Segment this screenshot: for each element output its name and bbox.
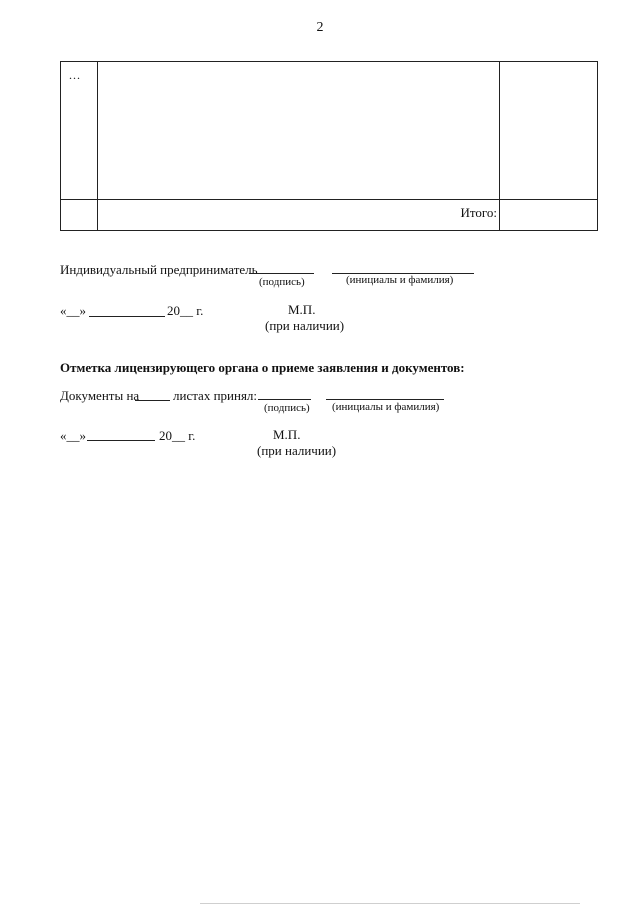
- value-cell: [500, 62, 598, 200]
- total-label: Итого:: [98, 200, 500, 231]
- signature-line: [249, 273, 314, 274]
- table-row: [61, 62, 598, 200]
- seal-note: (при наличии): [265, 318, 345, 333]
- continuation-cell: ...: [61, 62, 98, 200]
- authority-date-month-line: [87, 440, 155, 441]
- authority-signature-caption: (подпись): [264, 402, 310, 414]
- scan-edge-line: [200, 903, 580, 904]
- total-row: [61, 200, 598, 231]
- date-year: 20__ г.: [167, 303, 204, 318]
- items-table: [60, 61, 598, 231]
- total-empty-cell: [61, 200, 98, 231]
- authority-heading: Отметка лицензирующего органа о приеме заявления и документов:: [60, 360, 465, 375]
- authority-name-line: [326, 399, 444, 400]
- sheet-count-line: [135, 400, 170, 401]
- seal-label: М.П.: [288, 302, 316, 317]
- page-number: 2: [316, 20, 324, 35]
- total-value-cell: [500, 200, 598, 231]
- entrepreneur-label: Индивидуальный предприниматель: [60, 262, 258, 277]
- date-month-line: [89, 316, 165, 317]
- authority-seal-note: (при наличии): [257, 443, 337, 458]
- authority-date-day: «__»: [60, 428, 86, 443]
- description-cell: [98, 62, 500, 200]
- name-caption: (инициалы и фамилия): [346, 274, 454, 286]
- authority-signature-line: [258, 399, 311, 400]
- authority-name-caption: (инициалы и фамилия): [332, 401, 440, 413]
- date-day: «__»: [60, 303, 86, 318]
- signature-caption: (подпись): [259, 276, 305, 288]
- docs-prefix: Документы на: [60, 388, 140, 403]
- docs-suffix: листах принял:: [173, 388, 258, 403]
- authority-date-year: 20__ г.: [159, 428, 196, 443]
- authority-seal-label: М.П.: [273, 427, 301, 442]
